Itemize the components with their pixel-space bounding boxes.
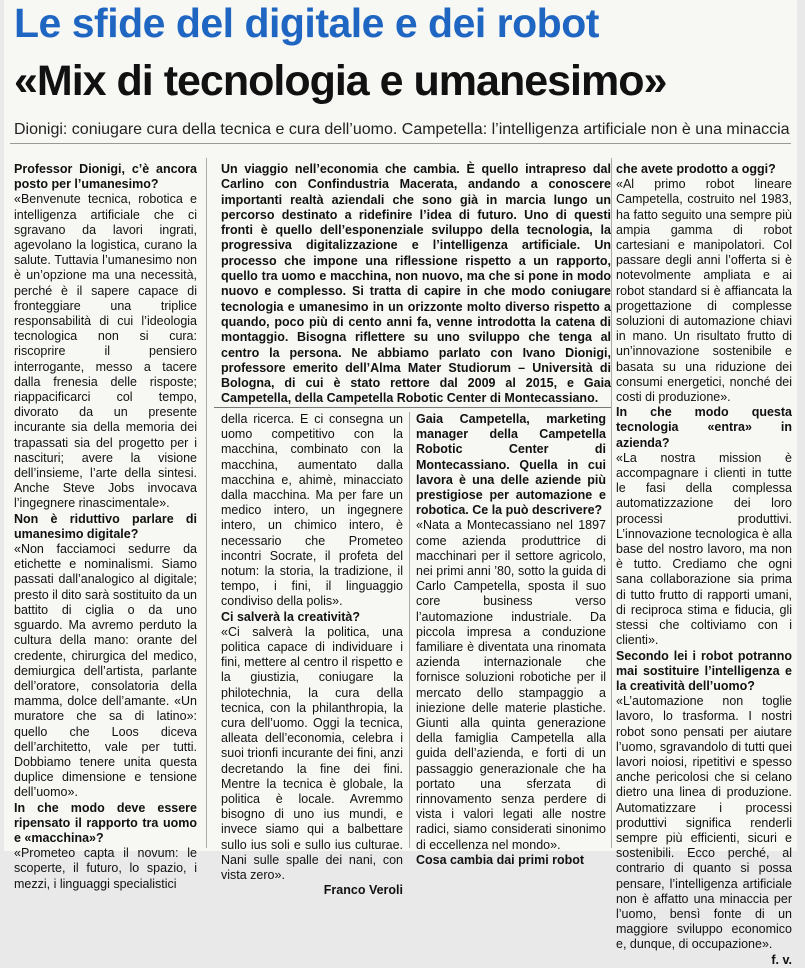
column-divider <box>409 412 410 848</box>
intro-box <box>221 162 611 406</box>
interview-question: Professor Dionigi, c’è ancora posto per l’umanesimo? <box>14 162 197 192</box>
intro-lead: Un viaggio <box>221 162 289 176</box>
column-divider <box>206 158 207 848</box>
interview-answer: «Benvenute tecnica, robotica e intelligenza artificiale che ci sgravano da lavori ingrati, agevolano la logistica, curano la salute. Tuttavia l’umanesimo non è un’opzione ma una necessità, perché è il sapere capace di fronteggiare una triplice responsabilità di cui l’ideologia tecnologica non si cura: riscoprire il pensiero interrogante, messo a tacere dalla frenesia delle risposte; riappacificarci col tempo, divorato da un presente incurante sia della memoria dei trapassati sia del progetto per i nascituri; avere la visione dell’insieme, l’arte della sintesi. Anche Steve Jobs invocava l’ingegnere rinascimentale». <box>14 192 197 511</box>
main-headline: «Mix di tecnologia e umanesimo» <box>14 57 667 105</box>
intro-divider <box>214 407 612 408</box>
column-4 <box>616 162 792 967</box>
interview-question: Cosa cambia dai primi robot <box>416 852 585 867</box>
interview-answer: «Al primo robot lineare Campetella, costruito nel 1983, ha fatto seguito una sempre più ampia gamma di robot cartesiani e manipolatori. Col passare degli anni l’offerta si è notevolmente ampliata e ai robot standard si è affiancata la progettazione di complesse soluzioni di automazione chiavi in mano. Un risultato frutto di un’innovazione sostenibile e basata su una riduzione dei consumi energetici, nonché dei costi di produzione». <box>616 177 792 405</box>
interview-answer: «Prometeo capta il novum: le scoperte, il futuro, lo spazio, i mezzi, i linguaggi specialistici <box>14 846 197 891</box>
column-3 <box>416 412 606 867</box>
interview-question: che avete prodotto a oggi? <box>616 162 776 176</box>
interview-question: In che modo questa tecnologia «entra» in azienda? <box>616 405 792 450</box>
column-2 <box>221 412 403 898</box>
interview-question: In che modo deve essere ripensato il rapporto tra uomo e «macchina»? <box>14 800 197 845</box>
interview-question: Ci salverà la creatività? <box>221 609 360 624</box>
header-divider <box>10 143 791 144</box>
interview-question: Gaia Campetella, marketing manager della Campetella Robotic Center di Montecassiano. Quella in cui lavora è una delle aziende più prestigiose per automazione e robotica. Ce la può descrivere? <box>416 412 606 518</box>
interview-answer: «L’automazione non toglie lavoro, lo trasforma. I nostri robot sono pensati per aiutare l’uomo, sgravandolo di tutti quei lavori noiosi, ripetitivi e spesso anche pericolosi che si celano dietro una linea di produzione. Automatizzare i processi produttivi significa renderli sempre più efficienti, sicuri e sostenibili. Ecco perché, al contrario di quanto si possa pensare, l’intelligenza artificiale non è affatto una minaccia per l’uomo, bensì fonte di un maggiore sviluppo economico e, dunque, di occupazione». <box>616 694 792 952</box>
column-1 <box>14 162 197 891</box>
interview-answer: «Non facciamoci sedurre da etichette e nominalismi. Siamo passati dall’analogico al digitale; presto il dito sarà sostituito da un battito di ciglia o da uno sguardo. Ma avremo perduto la cultura della mano: orante del credente, chirurgica del medico, demiurgica dell’artista, parlante dell’oratore, consolatoria della mamma, dolce dell’amante. «Un muratore che sa di latino»: quello che Loos diceva dell’architetto, vale per tutti. Dobbiamo tenere unita questa duplice dimensione e tensione dell’uomo». <box>14 542 197 800</box>
kicker-headline: Le sfide del digitale e dei robot <box>14 0 599 46</box>
newspaper-page <box>4 0 797 967</box>
interview-answer: «La nostra mission è accompagnare i clienti in tutte le fasi della complessa automatizzazione dei loro processi produttivi. L’innovazione tecnologica è alla base del nostro lavoro, ma non è tutto. Crediamo che ogni sana collaborazione sia prima di tutto frutto di rapporti umani, di reciproca stima e fiducia, gli stessi che coltiviamo con i clienti». <box>616 450 792 648</box>
interview-question: Secondo lei i robot potranno mai sostituire l’intelligenza e la creatività dell’uomo? <box>616 648 792 693</box>
byline: Franco Veroli <box>323 883 403 898</box>
interview-answer: «Nata a Montecassiano nel 1897 come azienda produttrice di macchinari per il settore agricolo, nei primi anni ’80, sotto la guida di Carlo Campetella, sposta il suo core business verso l’automazione industriale. Da piccola impresa a conduzione familiare è diventata una rinomata azienda internazionale che fornisce soluzioni robotiche per il mercato dello stampaggio a iniezione delle materie plastiche. Giunti alla quinta generazione della famiglia Campetella alla guida dell’azienda, e forti di un passaggio generazionale che ha portato una sferzata di rinnovamento senza perdere di vista i valori legati alle nostre radici, siamo considerati sinonimo di eccellenza nel mondo». <box>416 518 606 852</box>
interview-question: Non è riduttivo parlare di umanesimo digitale? <box>14 511 197 541</box>
interview-answer: della ricerca. E ci consegna un uomo competitivo con la macchina, combinato con la macchina, aumentato dalla macchina e, ahimè, minacciato dalla macchina. Ma per fare un medico intero, un ingegnere intero, un chimico intero, è necessario che Prometeo incontri Socrate, il profeta del notum: la storia, la tradizione, il tempo, i fini, il linguaggio condiviso della polis». <box>221 412 403 609</box>
interview-answer: «Ci salverà la politica, una politica capace di individuare i fini, mettere al centro il rispetto e la giustizia, coniugare la philotechnia, la cura della tecnica, con la philanthropia, la cura dell’uomo. Oggi la tecnica, alleata dell’economia, celebra i suoi trionfi incurante dei fini, anzi decretando la fine dei fini. Mentre la tecnica è globale, la politica è locale. Avremmo bisogno di uno ius mundi, e invece siamo qui a balbettare sullo ius soli e sullo ius culturae. Nani sulle spalle dei nani, con vista zero». <box>221 624 403 883</box>
intro-body: nell’economia che cambia. È quello intrapreso dal Carlino con Confindustria Macerata, andando a conoscere importanti realtà aziendali che sono già in marcia lungo un percorso destinato a ridefinire l’idea di futuro. Uno di questi fronti è quello dell’esponenziale sviluppo della tecnologia, la progressiva digitalizzazione e l’intelligenza artificiale. Un processo che impone una riflessione rispetto a un rapporto, quello tra uomo e macchina, non nuovo, ma che si pone in modo nuovo e complesso. Si tratta di capire in che modo coniugare tecnologia e umanesimo in un orizzonte molto diverso rispetto a quando, poco più di cento anni fa, venne introdotta la catena di montaggio. Bisogna riflettere su uno sviluppo che tenga al centro la persona. Ne abbiamo parlato con Ivano Dionigi, professore emerito dell’Alma Mater Studiorum – Università di Bologna, di cui è stato rettore dal 2009 al 2015, e Gaia Campetella, della Campetella Robotic Center di Montecassiano. <box>221 162 611 406</box>
subheadline: Dionigi: coniugare cura della tecnica e cura dell’uomo. Campetella: l’intelligenza artificiale non è una minaccia <box>14 121 790 138</box>
byline: f. v. <box>771 952 792 967</box>
column-divider <box>611 158 612 848</box>
